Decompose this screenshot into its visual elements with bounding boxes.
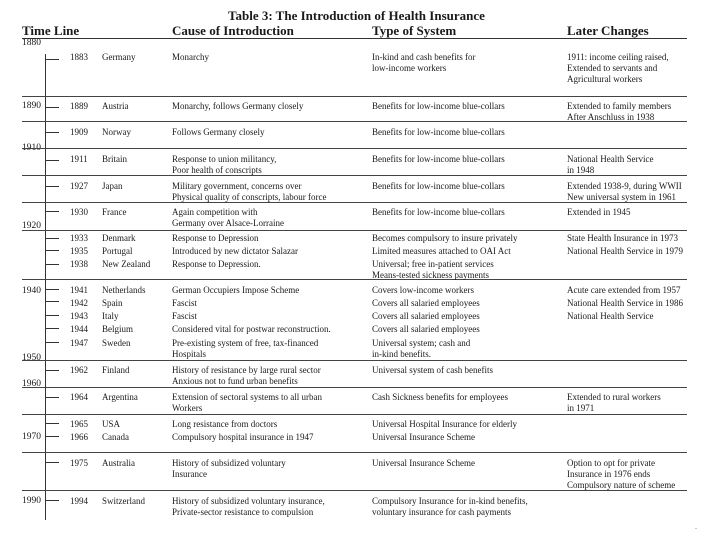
timeline-tick	[45, 160, 59, 161]
row-cause: Response to union militancy, Poor health of conscripts	[172, 154, 277, 175]
timeline-tick	[45, 370, 59, 371]
row-year: 1889	[70, 101, 88, 111]
timeline-tick	[45, 211, 59, 212]
row-later: State Health Insurance in 1973	[567, 233, 678, 243]
row-country: Canada	[102, 432, 129, 442]
timeline-year: 1960	[22, 379, 41, 389]
page-mark: .	[695, 522, 697, 531]
row-cause: Military government, concerns over Physical quality of conscripts, labour force	[172, 181, 327, 202]
timeline-year: 1950	[22, 353, 41, 363]
timeline-tick	[45, 315, 59, 316]
row-type: In-kind and cash benefits for low-income workers	[372, 52, 476, 73]
row-cause: Long resistance from doctors	[172, 419, 278, 429]
timeline-axis	[45, 54, 46, 520]
row-year: 1994	[70, 496, 88, 506]
row-type: Covers low-income workers	[372, 285, 474, 295]
row-country: Britain	[102, 154, 127, 164]
row-cause: Monarchy	[172, 52, 209, 62]
row-later: National Health Service in 1948	[567, 154, 654, 175]
row-country: Argentina	[102, 392, 138, 402]
timeline-tick	[45, 289, 59, 290]
row-country: Portugal	[102, 246, 133, 256]
row-year: 1941	[70, 285, 88, 295]
timeline-tick	[45, 186, 59, 187]
timeline-tick	[45, 436, 59, 437]
row-type: Benefits for low-income blue-collars	[372, 181, 505, 191]
timeline-tick	[45, 423, 59, 424]
row-cause: Again competition with Germany over Alsace-Lorraine	[172, 207, 284, 228]
row-country: Germany	[102, 52, 136, 62]
row-later: Extended in 1945	[567, 207, 631, 217]
row-type: Covers all salaried employees	[372, 311, 480, 321]
row-type: Benefits for low-income blue-collars	[372, 207, 505, 217]
row-cause: Introduced by new dictator Salazar	[172, 246, 298, 256]
row-type: Covers all salaried employees	[372, 324, 480, 334]
row-cause: Response to Depression.	[172, 259, 261, 269]
row-year: 1965	[70, 419, 88, 429]
row-type: Benefits for low-income blue-collars	[372, 127, 505, 137]
row-separator	[22, 96, 687, 97]
row-type: Limited measures attached to OAI Act	[372, 246, 511, 256]
table-title: Table 3: The Introduction of Health Insurance	[228, 8, 485, 23]
row-cause: History of subsidized voluntary insurance, Private-sector resistance to compulsion	[172, 496, 325, 517]
row-cause: Fascist	[172, 311, 198, 321]
row-type: Covers all salaried employees	[372, 298, 480, 308]
row-cause: Follows Germany closely	[172, 127, 265, 137]
row-country: Switzerland	[102, 496, 145, 506]
timeline-year: 1910	[22, 143, 41, 153]
row-separator	[22, 148, 687, 149]
timeline-tick	[45, 397, 59, 398]
row-year: 1927	[70, 181, 88, 191]
row-type: Universal Hospital Insurance for elderly	[372, 419, 517, 429]
row-type: Cash Sickness benefits for employees	[372, 392, 508, 402]
row-cause: Response to Depression	[172, 233, 259, 243]
row-cause: History of subsidized voluntary Insurance	[172, 458, 286, 479]
row-cause: Monarchy, follows Germany closely	[172, 101, 304, 111]
row-country: New Zealand	[102, 259, 151, 269]
row-year: 1909	[70, 127, 88, 137]
timeline-tick	[45, 500, 59, 501]
row-separator	[22, 414, 687, 415]
row-year: 1964	[70, 392, 88, 402]
row-later: 1911: income ceiling raised, Extended to servants and Agricultural workers	[567, 52, 669, 84]
row-cause: Compulsory hospital insurance in 1947	[172, 432, 314, 442]
row-year: 1911	[70, 154, 88, 164]
row-later: Extended to rural workers in 1971	[567, 392, 661, 413]
row-later: Extended 1938-9, during WWII New universal system in 1961	[567, 181, 682, 202]
row-cause: Extension of sectoral systems to all urban Workers	[172, 392, 322, 413]
header-rule	[22, 38, 687, 39]
row-country: USA	[102, 419, 121, 429]
row-country: Italy	[102, 311, 119, 321]
timeline-tick	[45, 328, 59, 329]
row-later: National Health Service in 1979	[567, 246, 683, 256]
row-country: Denmark	[102, 233, 136, 243]
row-separator	[22, 452, 687, 453]
row-country: Norway	[102, 127, 131, 137]
timeline-tick	[45, 264, 59, 265]
row-country: Spain	[102, 298, 123, 308]
timeline-tick	[45, 462, 59, 463]
row-separator	[22, 279, 687, 280]
timeline-tick	[45, 107, 59, 108]
row-country: Japan	[102, 181, 123, 191]
row-cause: German Occupiers Impose Scheme	[172, 285, 300, 295]
row-country: Austria	[102, 101, 129, 111]
row-year: 1933	[70, 233, 88, 243]
row-type: Becomes compulsory to insure privately	[372, 233, 518, 243]
row-type: Universal system of cash benefits	[372, 365, 493, 375]
row-type: Universal Insurance Scheme	[372, 458, 475, 468]
row-type: Benefits for low-income blue-collars	[372, 154, 505, 164]
row-year: 1935	[70, 246, 88, 256]
timeline-tick	[45, 301, 59, 302]
header-cause: Cause of Introduction	[172, 23, 294, 38]
row-year: 1966	[70, 432, 88, 442]
row-country: France	[102, 207, 127, 217]
timeline-year: 1880	[22, 38, 41, 48]
row-later: Extended to family members After Anschluss in 1938	[567, 101, 672, 122]
header-type: Type of System	[372, 23, 457, 38]
row-year: 1947	[70, 338, 88, 348]
row-later: National Health Service in 1986	[567, 298, 683, 308]
timeline-tick	[45, 250, 59, 251]
timeline-tick	[45, 238, 59, 239]
row-cause: Pre-existing system of free, tax-financed Hospitals	[172, 338, 319, 359]
row-type: Universal; free in-patient services Means-tested sickness payments	[372, 259, 494, 280]
timeline-tick	[45, 59, 59, 60]
row-country: Sweden	[102, 338, 131, 348]
row-cause: Considered vital for postwar reconstruction.	[172, 324, 331, 334]
row-type: Benefits for low-income blue-collars	[372, 101, 505, 111]
timeline-year: 1970	[22, 432, 41, 442]
timeline-year: 1890	[22, 101, 41, 111]
row-year: 1975	[70, 458, 88, 468]
row-later: National Health Service	[567, 311, 654, 321]
row-separator	[22, 360, 687, 361]
row-separator	[22, 387, 687, 388]
header-later: Later Changes	[567, 23, 649, 38]
row-type: Universal system; cash and in-kind benefits.	[372, 338, 471, 359]
header-timeline: Time Line	[22, 23, 80, 38]
row-year: 1962	[70, 365, 88, 375]
row-country: Netherlands	[102, 285, 146, 295]
timeline-year: 1920	[22, 221, 41, 231]
row-year: 1944	[70, 324, 88, 334]
row-year: 1883	[70, 52, 88, 62]
row-year: 1938	[70, 259, 88, 269]
row-later: Option to opt for private Insurance in 1976 ends Compulsory nature of scheme	[567, 458, 676, 490]
timeline-year: 1990	[22, 496, 41, 506]
row-later: Acute care extended from 1957	[567, 285, 681, 295]
timeline-year: 1940	[22, 286, 41, 296]
row-year: 1930	[70, 207, 88, 217]
row-separator	[22, 230, 687, 231]
row-type: Universal Insurance Scheme	[372, 432, 475, 442]
row-country: Finland	[102, 365, 130, 375]
row-year: 1942	[70, 298, 88, 308]
timeline-tick	[45, 132, 59, 133]
timeline-tick	[45, 342, 59, 343]
row-year: 1943	[70, 311, 88, 321]
row-cause: History of resistance by large rural sector Anxious not to fund urban benefits	[172, 365, 321, 386]
row-cause: Fascist	[172, 298, 198, 308]
row-country: Belgium	[102, 324, 133, 334]
row-country: Australia	[102, 458, 135, 468]
row-type: Compulsory Insurance for in-kind benefits, voluntary insurance for cash payments	[372, 496, 528, 517]
